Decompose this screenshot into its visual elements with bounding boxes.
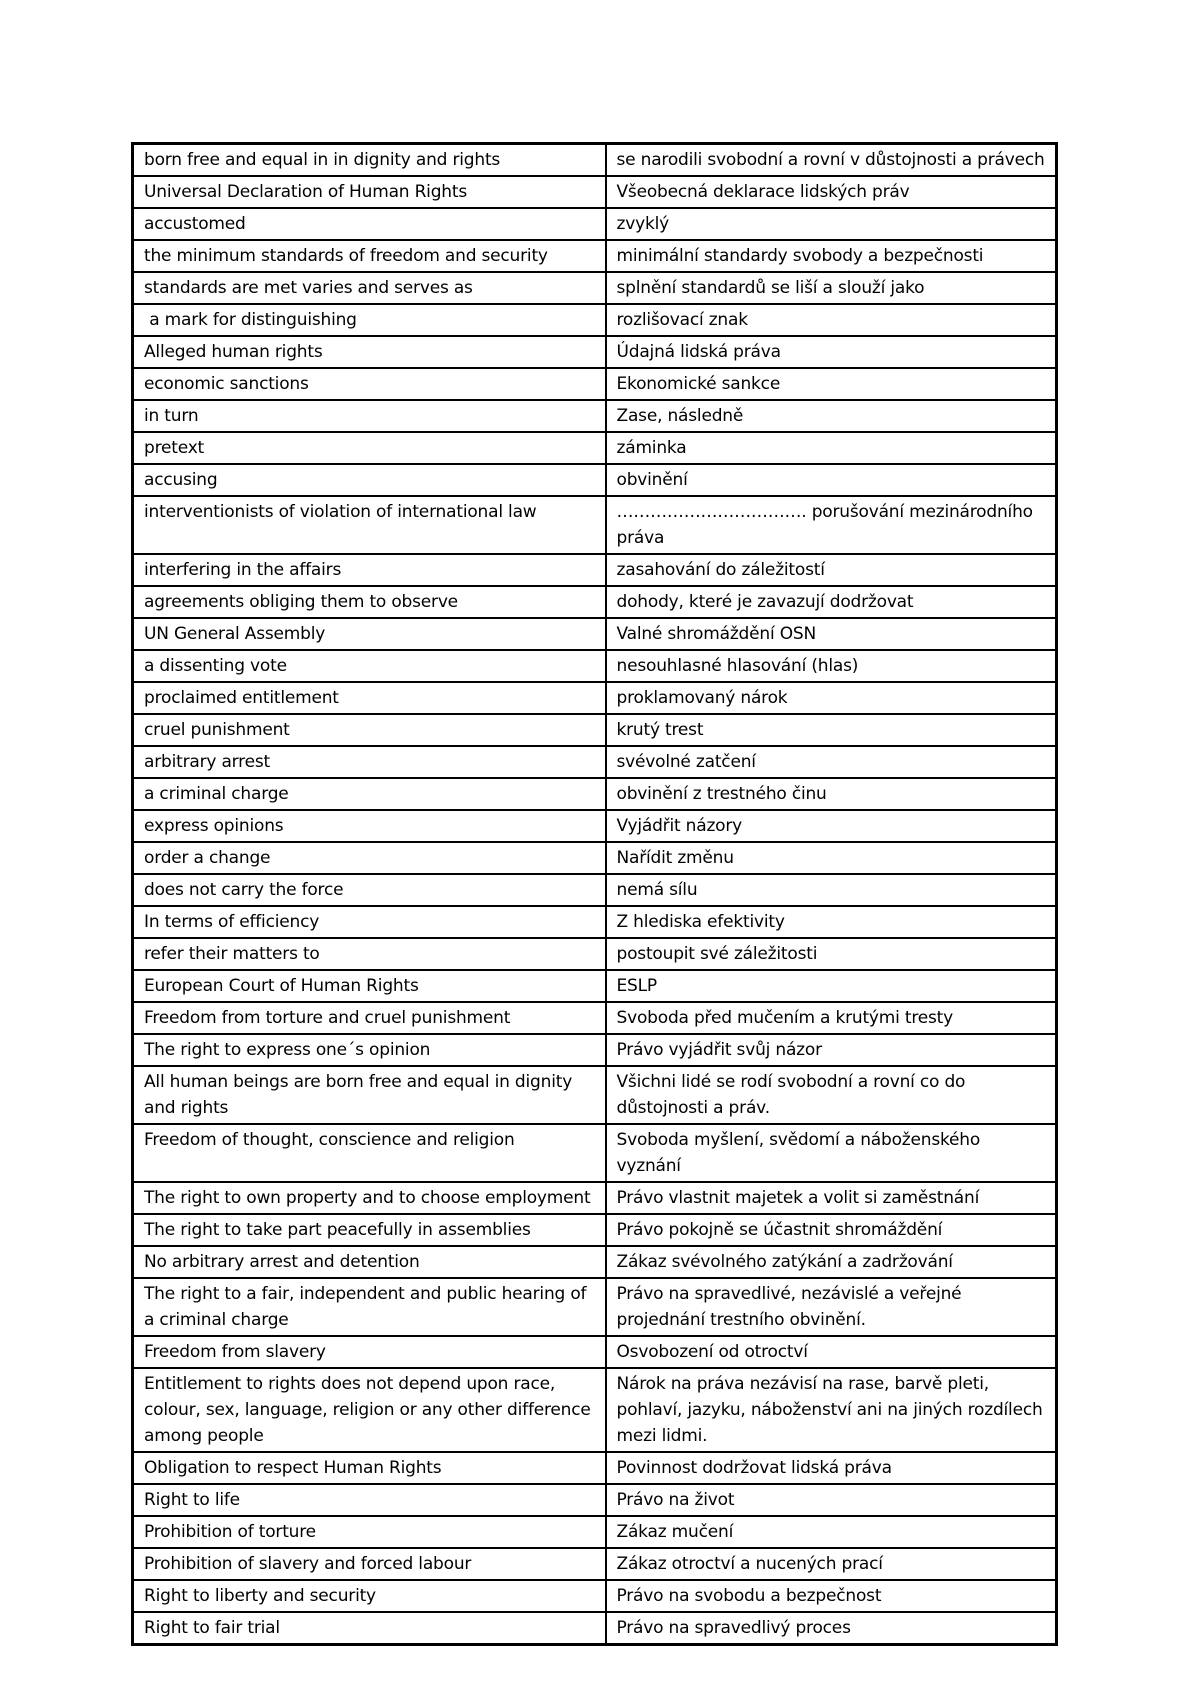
english-term-cell: Freedom from slavery [133,1336,606,1368]
czech-translation-cell: ……………………………. porušování mezinárodního práva [606,496,1057,554]
czech-translation-cell: proklamovaný nárok [606,682,1057,714]
english-term-cell: Prohibition of torture [133,1516,606,1548]
vocabulary-table [131,142,1058,1646]
table-row [133,810,1057,842]
table-row [133,1002,1057,1034]
czech-translation-cell: Právo pokojně se účastnit shromáždění [606,1214,1057,1246]
table-row [133,874,1057,906]
czech-translation-cell: Právo na svobodu a bezpečnost [606,1580,1057,1612]
english-term-cell: The right to express one´s opinion [133,1034,606,1066]
table-row [133,1548,1057,1580]
english-term-cell: Prohibition of slavery and forced labour [133,1548,606,1580]
table-row [133,778,1057,810]
table-row [133,970,1057,1002]
czech-translation-cell: Svoboda myšlení, svědomí a náboženského vyznání [606,1124,1057,1182]
table-row [133,1182,1057,1214]
table-row [133,400,1057,432]
english-term-cell: economic sanctions [133,368,606,400]
table-row [133,1066,1057,1124]
table-row [133,1124,1057,1182]
czech-translation-cell: Právo na spravedlivý proces [606,1612,1057,1645]
czech-translation-cell: Právo vyjádřit svůj názor [606,1034,1057,1066]
table-row [133,714,1057,746]
table-row [133,464,1057,496]
czech-translation-cell: Právo vlastnit majetek a volit si zaměstnání [606,1182,1057,1214]
english-term-cell: refer their matters to [133,938,606,970]
english-term-cell: accusing [133,464,606,496]
english-term-cell: Freedom of thought, conscience and religion [133,1124,606,1182]
english-term-cell: Right to life [133,1484,606,1516]
english-term-cell: pretext [133,432,606,464]
czech-translation-cell: se narodili svobodní a rovní v důstojnosti a právech [606,144,1057,177]
english-term-cell: European Court of Human Rights [133,970,606,1002]
table-row [133,682,1057,714]
table-row [133,842,1057,874]
czech-translation-cell: nemá sílu [606,874,1057,906]
czech-translation-cell: Nařídit změnu [606,842,1057,874]
table-row [133,208,1057,240]
english-term-cell: standards are met varies and serves as [133,272,606,304]
czech-translation-cell: Valné shromáždění OSN [606,618,1057,650]
english-term-cell: In terms of efficiency [133,906,606,938]
english-term-cell: Obligation to respect Human Rights [133,1452,606,1484]
czech-translation-cell: zasahování do záležitostí [606,554,1057,586]
czech-translation-cell: postoupit své záležitosti [606,938,1057,970]
table-row [133,368,1057,400]
table-row [133,1278,1057,1336]
english-term-cell: Right to liberty and security [133,1580,606,1612]
english-term-cell: the minimum standards of freedom and security [133,240,606,272]
english-term-cell: arbitrary arrest [133,746,606,778]
czech-translation-cell: Údajná lidská práva [606,336,1057,368]
table-row [133,1452,1057,1484]
english-term-cell: Right to fair trial [133,1612,606,1645]
table-row [133,1368,1057,1452]
table-row [133,586,1057,618]
czech-translation-cell: Vyjádřit názory [606,810,1057,842]
table-row [133,1336,1057,1368]
table-row [133,432,1057,464]
table-row [133,618,1057,650]
czech-translation-cell: Právo na život [606,1484,1057,1516]
english-term-cell: No arbitrary arrest and detention [133,1246,606,1278]
english-term-cell: The right to take part peacefully in assemblies [133,1214,606,1246]
czech-translation-cell: ESLP [606,970,1057,1002]
czech-translation-cell: obvinění [606,464,1057,496]
english-term-cell: express opinions [133,810,606,842]
czech-translation-cell: Zákaz svévolného zatýkání a zadržování [606,1246,1057,1278]
czech-translation-cell: Všichni lidé se rodí svobodní a rovní co do důstojnosti a práv. [606,1066,1057,1124]
vocabulary-table-body [133,144,1057,1645]
table-row [133,304,1057,336]
english-term-cell: Alleged human rights [133,336,606,368]
table-row [133,240,1057,272]
czech-translation-cell: Svoboda před mučením a krutými tresty [606,1002,1057,1034]
table-row [133,1214,1057,1246]
czech-translation-cell: splnění standardů se liší a slouží jako [606,272,1057,304]
english-term-cell: interventionists of violation of international law [133,496,606,554]
english-term-cell: The right to own property and to choose employment [133,1182,606,1214]
czech-translation-cell: Osvobození od otroctví [606,1336,1057,1368]
czech-translation-cell: nesouhlasné hlasování (hlas) [606,650,1057,682]
table-row [133,1034,1057,1066]
english-term-cell: in turn [133,400,606,432]
czech-translation-cell: Všeobecná deklarace lidských práv [606,176,1057,208]
table-row [133,176,1057,208]
czech-translation-cell: Ekonomické sankce [606,368,1057,400]
czech-translation-cell: Z hlediska efektivity [606,906,1057,938]
czech-translation-cell: zvyklý [606,208,1057,240]
english-term-cell: a dissenting vote [133,650,606,682]
english-term-cell: All human beings are born free and equal in dignity and rights [133,1066,606,1124]
czech-translation-cell: krutý trest [606,714,1057,746]
english-term-cell: UN General Assembly [133,618,606,650]
table-row [133,746,1057,778]
table-row [133,1580,1057,1612]
english-term-cell: The right to a fair, independent and public hearing of a criminal charge [133,1278,606,1336]
table-row [133,336,1057,368]
czech-translation-cell: Právo na spravedlivé, nezávislé a veřejné projednání trestního obvinění. [606,1278,1057,1336]
table-row [133,1516,1057,1548]
czech-translation-cell: Nárok na práva nezávisí na rase, barvě pleti, pohlaví, jazyku, náboženství ani na jiných rozdílech mezi lidmi. [606,1368,1057,1452]
czech-translation-cell: Zákaz otroctví a nucených prací [606,1548,1057,1580]
english-term-cell: Universal Declaration of Human Rights [133,176,606,208]
czech-translation-cell: obvinění z trestného činu [606,778,1057,810]
table-row [133,144,1057,177]
table-row [133,938,1057,970]
czech-translation-cell: Zase, následně [606,400,1057,432]
table-row [133,496,1057,554]
english-term-cell: interfering in the affairs [133,554,606,586]
table-row [133,1246,1057,1278]
english-term-cell: order a change [133,842,606,874]
english-term-cell: born free and equal in in dignity and rights [133,144,606,177]
english-term-cell: cruel punishment [133,714,606,746]
english-term-cell: a criminal charge [133,778,606,810]
english-term-cell: agreements obliging them to observe [133,586,606,618]
table-row [133,554,1057,586]
english-term-cell: a mark for distinguishing [133,304,606,336]
czech-translation-cell: Povinnost dodržovat lidská práva [606,1452,1057,1484]
czech-translation-cell: rozlišovací znak [606,304,1057,336]
english-term-cell: Entitlement to rights does not depend upon race, colour, sex, language, religion or any other difference among people [133,1368,606,1452]
czech-translation-cell: svévolné zatčení [606,746,1057,778]
table-row [133,1612,1057,1645]
english-term-cell: proclaimed entitlement [133,682,606,714]
czech-translation-cell: minimální standardy svobody a bezpečnosti [606,240,1057,272]
table-row [133,1484,1057,1516]
czech-translation-cell: záminka [606,432,1057,464]
table-row [133,272,1057,304]
table-row [133,650,1057,682]
table-row [133,906,1057,938]
english-term-cell: accustomed [133,208,606,240]
english-term-cell: does not carry the force [133,874,606,906]
czech-translation-cell: Zákaz mučení [606,1516,1057,1548]
english-term-cell: Freedom from torture and cruel punishment [133,1002,606,1034]
czech-translation-cell: dohody, které je zavazují dodržovat [606,586,1057,618]
